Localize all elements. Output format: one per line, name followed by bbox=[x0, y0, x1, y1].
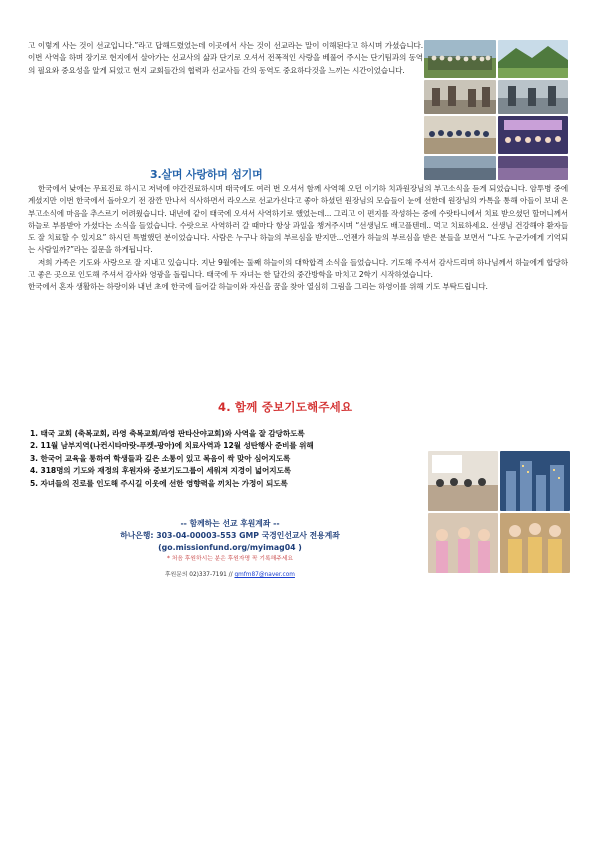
prayer-item: 5. 자녀들의 진로를 인도해 주시길 이웃에 선한 영향력을 끼치는 가정이 되도록 bbox=[30, 478, 288, 488]
email-link[interactable]: gmfm87@naver.com bbox=[234, 572, 295, 578]
photo-traditional bbox=[500, 513, 570, 573]
photo-group-outdoor bbox=[424, 40, 496, 78]
prayer-list bbox=[30, 428, 428, 490]
prayer-item: 1. 태국 교회 (축복교회, 라영 축복교회/라영 판타산야교회)와 사역을 잘 감당하도록 bbox=[30, 429, 305, 438]
photo-collage-top bbox=[424, 40, 568, 180]
photo-clinic-2 bbox=[498, 80, 568, 114]
intro-paragraph: 고 이렇게 사는 것이 선교입니다.”라고 답해드렸었는데 이곳에서 사는 것이 선교라는 말이 이해된다고 하시며 가셨습니다. 이번 사역을 하며 장기로 현지에서 살아가는 선교사의 삶과 단기로 오셔서 전폭적인 사랑을 베풀어 주시는 단기팀과의 동역의 필요와 중요성을 알게 되었고 현지 교회들간의 협력과 선교사들 간의 동역도 중요하다것을 느끼는 시간이었습니다. bbox=[28, 41, 423, 75]
photo-collage-bottom bbox=[428, 451, 570, 573]
prayer-item: 3. 한국어 교육을 통하여 학생들과 깊은 소통이 있고 복음이 싹 맞아 심어지도록 bbox=[30, 453, 291, 463]
mission-fund-url[interactable]: (go.missionfund.org/myimag04 ) bbox=[158, 543, 302, 552]
section-4-title: 4. 함께 중보기도해주세요 bbox=[218, 400, 353, 414]
contact-label: 후원문의 02)337-7191 // bbox=[165, 572, 235, 578]
support-contact bbox=[60, 570, 400, 580]
support-note: * 처음 후원하시는 분은 후원자명 꼭 기록해주세요 bbox=[167, 556, 293, 562]
photo-city bbox=[500, 451, 570, 511]
photo-clinic-1 bbox=[424, 80, 496, 114]
photo-group-indoor bbox=[424, 116, 496, 154]
photo-stage bbox=[498, 116, 568, 154]
section-3-body bbox=[28, 183, 568, 294]
support-title: -- 함께하는 선교 후원계좌 -- bbox=[180, 519, 280, 528]
photo-celebration bbox=[498, 156, 568, 180]
prayer-item: 2. 11월 남부지역(나컨시타마랏-푸켓-팡아)에 치료사역과 12월 성탄행사 준비를 위해 bbox=[30, 441, 314, 451]
section-3-title: 3.살며 사랑하며 섬기며 bbox=[150, 168, 263, 181]
photo-class bbox=[428, 451, 498, 511]
photo-activity bbox=[424, 156, 496, 180]
photo-people bbox=[428, 513, 498, 573]
section-3-paragraph: 한국에서 낮에는 무료진료 하시고 저녁에 야간진료하시며 태국에도 여러 번 오셔서 함께 사역해 오던 이기하 치과원장님의 부고소식을 듣게 되었습니다. 암투병 중에 계셨지만 이번 한국에서 돌아오기 전 잠깐 만나서 식사하면서 라오스로 선교가신다고 좋아 하셨던 원장님의 모습들이 눈에 선한데 원장님의 카톡을 통해 아들이 보내 온 부고소식에 마음을 추스르기 어려웠습니다. 내년에 같이 태국에 오셔서 사역하기로 했었는데... 그리고 이 편지를 작성하는 중에 수랏타니에서 치료 받으셨던 할머니께서 하늘로 부름받아 가셨다는 소식을 들었습니다. 수랏으로 사역하러 갈 때마다 항상 과일을 챙겨주시며 “선생님도 배고플텐데.. 먹고 치료하세요. 선생님 건강해야 환자들도 잘 치료할 수 있지요” 하시던 특별했던 분이었습니다. 사람은 누구나 하늘의 부르심을 받지만...언젠가 하늘의 부르심을 받은 분들을 보면서 “나도 누군가에게 기억되는 사람일까?”라는 질문을 하게됩니다. bbox=[28, 184, 568, 255]
photo-landscape bbox=[498, 40, 568, 78]
support-info bbox=[60, 518, 400, 580]
bank-account: 하나은행: 303-04-00003-553 GMP 국경인선교사 전용계좌 bbox=[120, 531, 340, 540]
section-3-paragraph: 한국에서 혼자 생활하는 하랑이와 내년 초에 한국에 들어갈 하늘이와 자신을 꿈을 찾아 열심히 그림을 그리는 하영이를 위해 기도 부탁드립니다. bbox=[28, 282, 488, 292]
prayer-item: 4. 318명의 기도와 재정의 후원자와 중보기도그룹이 세워져 지경이 넓어지도록 bbox=[30, 466, 291, 476]
section-3-paragraph: 저희 가족은 기도와 사랑으로 잘 지내고 있습니다. 지난 9월에는 둘째 하늘이의 대학합격 소식을 들었습니다. 기도해 주셔서 감사드리며 하나님께서 하늘에게 합당하고 좋은 곳으로 인도해 주셔서 감사와 영광을 돌립니다. 태국에 두 자녀는 한 달간의 중간방학을 마치고 2학기 시작하였습니다. bbox=[28, 257, 568, 280]
